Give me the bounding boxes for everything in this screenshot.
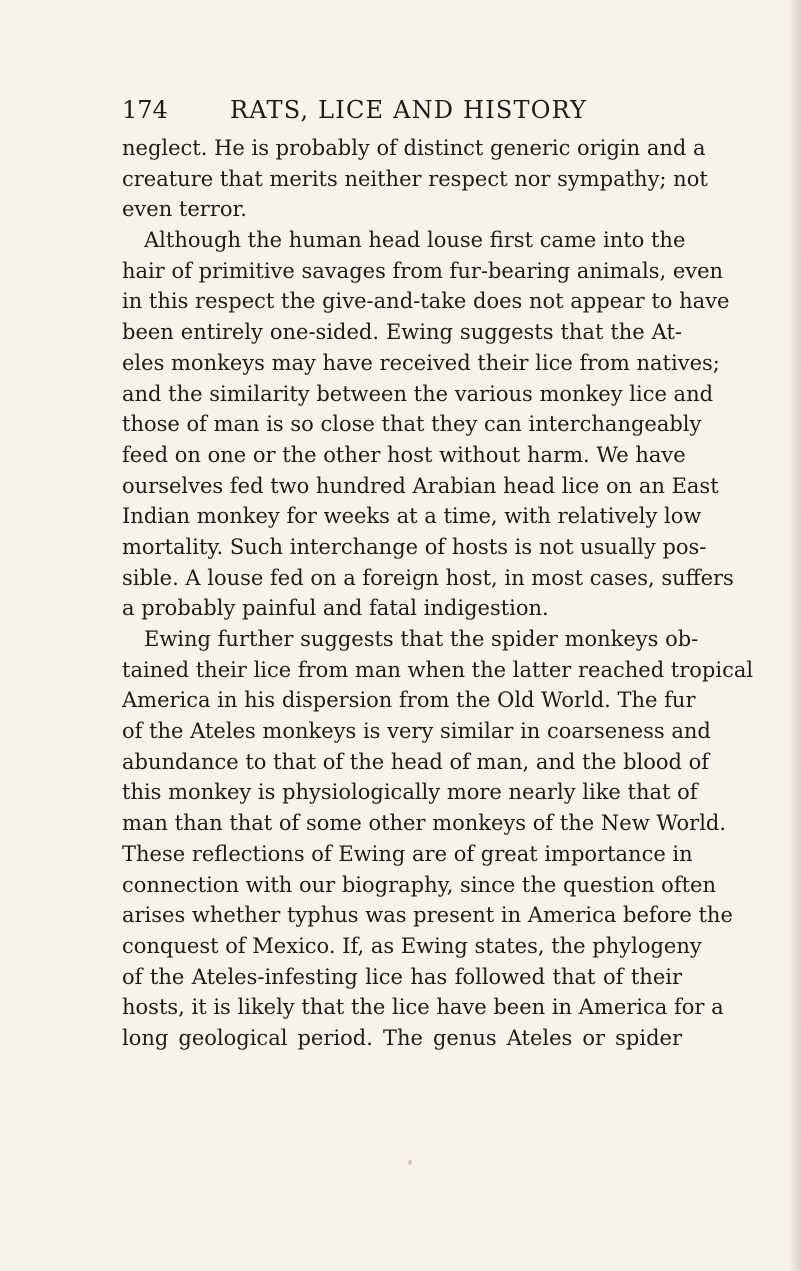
text-line: and the similarity between the various monkey lice and: [122, 381, 714, 406]
text-line: connection with our biography, since the question often: [122, 872, 716, 897]
text-line: this monkey is physiologically more nearly like that of: [122, 780, 698, 805]
text-line: Indian monkey for weeks at a time, with relatively low: [122, 504, 702, 529]
page-number: 174: [122, 96, 168, 124]
text-line: America in his dispersion from the Old World. The fur: [122, 688, 696, 713]
paper-speck: [408, 1160, 412, 1165]
paragraph-start-line: Although the human head louse first came into the: [144, 228, 686, 253]
text-line: tained their lice from man when the latter reached tropical: [122, 657, 754, 682]
text-line: ourselves fed two hundred Arabian head lice on an East: [122, 473, 719, 498]
paragraph-start-line: Ewing further suggests that the spider monkeys ob-: [144, 627, 699, 651]
text-line: eles monkeys may have received their lice from natives;: [122, 350, 720, 375]
text-line: These reflections of Ewing are of great importance in: [122, 841, 693, 866]
text-line: long geological period. The genus Ateles or spider: [122, 1025, 682, 1050]
text-line: even terror.: [122, 197, 247, 222]
text-line: abundance to that of the head of man, and the blood of: [122, 749, 710, 774]
body-text: [122, 133, 754, 1054]
text-line: neglect. He is probably of distinct generic origin and a: [122, 136, 706, 160]
text-line: a probably painful and fatal indigestion.: [122, 596, 549, 621]
text-line: sible. A louse fed on a foreign host, in most cases, suffers: [122, 565, 734, 590]
text-line: mortality. Such interchange of hosts is not usually pos-: [122, 534, 707, 559]
text-line: of the Ateles-infesting lice has followed that of their: [122, 964, 682, 989]
page-header: [122, 93, 682, 127]
text-line: creature that merits neither respect nor sympathy; not: [122, 166, 708, 191]
text-line: of the Ateles monkeys is very similar in coarseness and: [122, 719, 711, 744]
text-line: arises whether typhus was present in America before the: [122, 903, 733, 928]
text-line: in this respect the give-and-take does not appear to have: [122, 289, 730, 314]
text-line: conquest of Mexico. If, as Ewing states, the phylogeny: [122, 933, 702, 958]
text-line: feed on one or the other host without harm. We have: [122, 442, 686, 467]
running-head: RATS, LICE AND HISTORY: [230, 96, 588, 124]
page-edge-shadow: [787, 0, 801, 1271]
text-line: man than that of some other monkeys of the New World.: [122, 811, 727, 836]
text-line: been entirely one-sided. Ewing suggests that the At-: [122, 320, 682, 345]
text-line: hosts, it is likely that the lice have been in America for a: [122, 995, 724, 1020]
text-line: hair of primitive savages from fur-bearing animals, even: [122, 258, 724, 283]
text-line: those of man is so close that they can interchangeably: [122, 412, 702, 437]
